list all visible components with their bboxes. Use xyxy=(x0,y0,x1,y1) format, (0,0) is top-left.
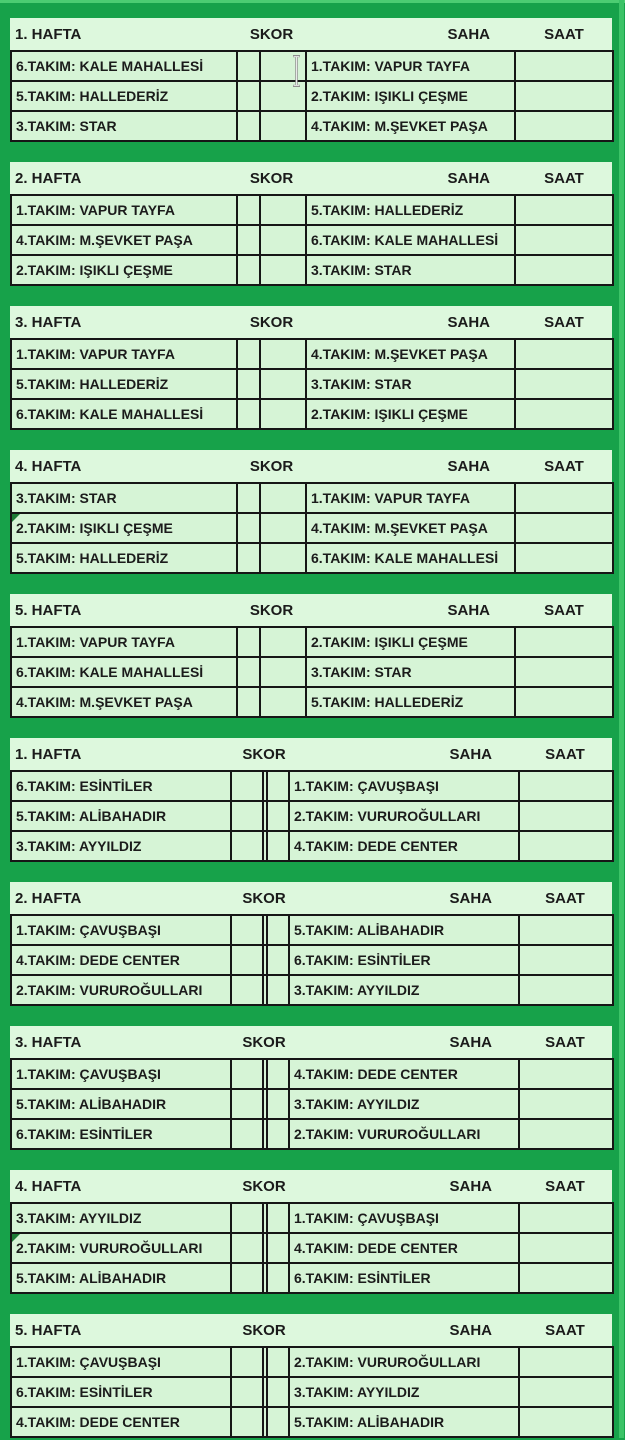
home-team-cell[interactable]: 5.TAKIM: HALLEDERİZ xyxy=(11,81,237,111)
match-row xyxy=(11,51,613,81)
home-score-cell[interactable] xyxy=(237,51,260,81)
away-team-cell[interactable]: 3.TAKIM: STAR xyxy=(306,369,515,399)
away-score-cell[interactable] xyxy=(260,339,306,369)
home-score-cell[interactable] xyxy=(237,399,260,429)
home-score-cell[interactable] xyxy=(231,1203,263,1233)
saat-column-header: SAAT xyxy=(544,601,584,619)
home-team-cell[interactable]: 1.TAKIM: VAPUR TAYFA xyxy=(11,627,237,657)
away-score-cell[interactable] xyxy=(260,195,306,225)
away-score-cell[interactable] xyxy=(267,801,289,831)
match-row xyxy=(11,1203,613,1233)
skor-column-header: SKOR xyxy=(242,889,286,907)
match-row xyxy=(11,1263,613,1293)
saha-column-header: SAHA xyxy=(447,601,490,619)
away-team-cell[interactable]: 1.TAKIM: ÇAVUŞBAŞI xyxy=(289,1203,519,1233)
week-header-label: 2. HAFTA xyxy=(15,169,82,187)
match-row xyxy=(11,1407,613,1437)
away-score-cell[interactable] xyxy=(267,945,289,975)
away-team-cell[interactable]: 6.TAKIM: KALE MAHALLESİ xyxy=(306,225,515,255)
saat-column-header: SAAT xyxy=(544,457,584,475)
home-team-cell[interactable]: 2.TAKIM: VURUROĞULLARI xyxy=(11,1233,231,1263)
match-row xyxy=(11,195,613,225)
away-score-cell[interactable] xyxy=(260,513,306,543)
fixture-grid xyxy=(10,50,614,142)
saat-column-header: SAAT xyxy=(544,25,584,43)
home-score-cell[interactable] xyxy=(231,1377,263,1407)
away-team-cell[interactable]: 5.TAKIM: ALİBAHADIR xyxy=(289,1407,519,1437)
away-team-cell[interactable]: 4.TAKIM: M.ŞEVKET PAŞA xyxy=(306,111,515,141)
saha-column-header: SAHA xyxy=(449,889,492,907)
saat-column-header: SAAT xyxy=(545,1033,585,1051)
home-team-cell[interactable]: 5.TAKIM: ALİBAHADIR xyxy=(11,1263,231,1293)
home-team-cell[interactable]: 6.TAKIM: KALE MAHALLESİ xyxy=(11,657,237,687)
saat-column-header: SAAT xyxy=(544,313,584,331)
away-score-cell[interactable] xyxy=(260,399,306,429)
home-team-cell[interactable]: 6.TAKIM: KALE MAHALLESİ xyxy=(11,51,237,81)
match-time-cell[interactable] xyxy=(519,1203,613,1233)
away-team-cell[interactable]: 3.TAKIM: AYYILDIZ xyxy=(289,1377,519,1407)
match-row xyxy=(11,513,613,543)
away-score-cell[interactable] xyxy=(260,627,306,657)
home-team-cell[interactable]: 6.TAKIM: ESİNTİLER xyxy=(11,1377,231,1407)
home-score-cell[interactable] xyxy=(237,687,260,717)
saat-column-header: SAAT xyxy=(545,889,585,907)
away-team-cell[interactable]: 3.TAKIM: STAR xyxy=(306,255,515,285)
away-team-cell[interactable]: 3.TAKIM: STAR xyxy=(306,657,515,687)
week-block xyxy=(10,1026,612,1150)
match-row xyxy=(11,1377,613,1407)
home-team-cell[interactable]: 3.TAKIM: AYYILDIZ xyxy=(11,831,231,861)
match-time-cell[interactable] xyxy=(515,369,613,399)
skor-column-header: SKOR xyxy=(249,313,294,331)
home-team-cell[interactable]: 5.TAKIM: ALİBAHADIR xyxy=(11,1089,231,1119)
away-team-cell[interactable]: 4.TAKIM: DEDE CENTER xyxy=(289,1059,519,1089)
week-block xyxy=(10,162,612,286)
home-score-cell[interactable] xyxy=(237,225,260,255)
week-header-label: 1. HAFTA xyxy=(15,25,82,43)
match-row xyxy=(11,801,613,831)
saha-column-header: SAHA xyxy=(447,25,490,43)
away-score-cell[interactable] xyxy=(260,225,306,255)
saha-column-header: SAHA xyxy=(449,1033,492,1051)
saha-column-header: SAHA xyxy=(447,457,490,475)
week-block xyxy=(10,306,612,430)
skor-column-header: SKOR xyxy=(249,169,294,187)
saat-column-header: SAAT xyxy=(544,169,584,187)
saat-column-header: SAAT xyxy=(545,745,585,763)
home-score-cell[interactable] xyxy=(237,111,260,141)
away-score-cell[interactable] xyxy=(267,1119,289,1149)
home-team-cell[interactable]: 6.TAKIM: ESİNTİLER xyxy=(11,1119,231,1149)
home-score-cell[interactable] xyxy=(231,975,263,1005)
match-row xyxy=(11,369,613,399)
match-time-cell[interactable] xyxy=(515,543,613,573)
away-team-cell[interactable]: 2.TAKIM: VURUROĞULLARI xyxy=(289,801,519,831)
week-block xyxy=(10,882,612,1006)
home-team-cell[interactable]: 4.TAKIM: DEDE CENTER xyxy=(11,945,231,975)
away-score-cell[interactable] xyxy=(260,657,306,687)
week-block-header xyxy=(10,162,612,194)
saha-column-header: SAHA xyxy=(449,745,492,763)
cell-corner-marker-icon xyxy=(12,514,20,522)
cell-corner-marker-icon xyxy=(12,1234,20,1242)
home-score-cell[interactable] xyxy=(231,945,263,975)
away-team-cell[interactable]: 2.TAKIM: VURUROĞULLARI xyxy=(289,1119,519,1149)
home-score-cell[interactable] xyxy=(231,1119,263,1149)
away-team-cell[interactable]: 2.TAKIM: IŞIKLI ÇEŞME xyxy=(306,399,515,429)
away-team-cell[interactable]: 1.TAKIM: VAPUR TAYFA xyxy=(306,51,515,81)
away-team-cell[interactable]: 1.TAKIM: VAPUR TAYFA xyxy=(306,483,515,513)
fixture-grid xyxy=(10,338,614,430)
home-team-cell[interactable]: 5.TAKIM: ALİBAHADIR xyxy=(11,801,231,831)
match-time-cell[interactable] xyxy=(515,195,613,225)
home-score-cell[interactable] xyxy=(237,339,260,369)
away-score-cell[interactable] xyxy=(267,1059,289,1089)
away-score-cell[interactable] xyxy=(260,369,306,399)
home-team-cell[interactable]: 1.TAKIM: ÇAVUŞBAŞI xyxy=(11,1347,231,1377)
home-score-cell[interactable] xyxy=(231,1263,263,1293)
fixture-blocks-container xyxy=(10,18,612,1440)
away-team-cell[interactable]: 2.TAKIM: IŞIKLI ÇEŞME xyxy=(306,81,515,111)
match-time-cell[interactable] xyxy=(515,687,613,717)
match-time-cell[interactable] xyxy=(519,801,613,831)
match-row xyxy=(11,1059,613,1089)
away-score-cell[interactable] xyxy=(267,1203,289,1233)
saha-column-header: SAHA xyxy=(447,169,490,187)
match-row xyxy=(11,399,613,429)
saat-column-header: SAAT xyxy=(545,1177,585,1195)
saat-column-header: SAAT xyxy=(545,1321,585,1339)
home-team-cell[interactable]: 2.TAKIM: VURUROĞULLARI xyxy=(11,975,231,1005)
home-score-cell[interactable] xyxy=(231,1089,263,1119)
saha-column-header: SAHA xyxy=(449,1321,492,1339)
saha-column-header: SAHA xyxy=(449,1177,492,1195)
home-score-cell[interactable] xyxy=(237,513,260,543)
away-score-cell[interactable] xyxy=(267,915,289,945)
match-row xyxy=(11,657,613,687)
saha-column-header: SAHA xyxy=(447,313,490,331)
home-score-cell[interactable] xyxy=(231,1233,263,1263)
match-time-cell[interactable] xyxy=(519,831,613,861)
match-time-cell[interactable] xyxy=(515,51,613,81)
week-block-header xyxy=(10,1314,612,1346)
home-score-cell[interactable] xyxy=(231,771,263,801)
home-score-cell[interactable] xyxy=(237,369,260,399)
home-team-cell[interactable]: 3.TAKIM: STAR xyxy=(11,483,237,513)
fixture-grid xyxy=(10,482,614,574)
match-time-cell[interactable] xyxy=(519,1233,613,1263)
week-block xyxy=(10,450,612,574)
home-team-cell[interactable]: 4.TAKIM: M.ŞEVKET PAŞA xyxy=(11,225,237,255)
home-score-cell[interactable] xyxy=(231,1059,263,1089)
match-time-cell[interactable] xyxy=(515,513,613,543)
home-score-cell[interactable] xyxy=(231,1347,263,1377)
match-time-cell[interactable] xyxy=(515,483,613,513)
home-score-cell[interactable] xyxy=(237,657,260,687)
fixture-grid xyxy=(10,770,614,862)
text-cursor-icon xyxy=(291,55,302,87)
match-time-cell[interactable] xyxy=(519,1263,613,1293)
away-score-cell[interactable] xyxy=(260,543,306,573)
match-time-cell[interactable] xyxy=(515,657,613,687)
match-row xyxy=(11,81,613,111)
away-score-cell[interactable] xyxy=(267,1233,289,1263)
home-team-cell[interactable]: 1.TAKIM: ÇAVUŞBAŞI xyxy=(11,915,231,945)
match-row xyxy=(11,1119,613,1149)
away-score-cell[interactable] xyxy=(267,771,289,801)
week-header-label: 3. HAFTA xyxy=(15,1033,82,1051)
home-score-cell[interactable] xyxy=(231,801,263,831)
match-time-cell[interactable] xyxy=(519,915,613,945)
match-row xyxy=(11,1347,613,1377)
week-block-header xyxy=(10,1170,612,1202)
home-team-cell[interactable]: 2.TAKIM: IŞIKLI ÇEŞME xyxy=(11,255,237,285)
home-score-cell[interactable] xyxy=(237,627,260,657)
away-score-cell[interactable] xyxy=(267,975,289,1005)
away-team-cell[interactable]: 6.TAKIM: ESİNTİLER xyxy=(289,945,519,975)
skor-column-header: SKOR xyxy=(242,1321,286,1339)
home-score-cell[interactable] xyxy=(231,831,263,861)
fixture-grid xyxy=(10,194,614,286)
away-team-cell[interactable]: 4.TAKIM: M.ŞEVKET PAŞA xyxy=(306,513,515,543)
away-score-cell[interactable] xyxy=(260,687,306,717)
away-team-cell[interactable]: 4.TAKIM: DEDE CENTER xyxy=(289,831,519,861)
home-team-cell[interactable]: 5.TAKIM: HALLEDERİZ xyxy=(11,543,237,573)
week-block-header xyxy=(10,1026,612,1058)
match-time-cell[interactable] xyxy=(519,1377,613,1407)
skor-column-header: SKOR xyxy=(249,601,294,619)
match-row xyxy=(11,915,613,945)
home-team-cell[interactable]: 1.TAKIM: ÇAVUŞBAŞI xyxy=(11,1059,231,1089)
match-row xyxy=(11,225,613,255)
home-score-cell[interactable] xyxy=(237,81,260,111)
away-team-cell[interactable]: 2.TAKIM: IŞIKLI ÇEŞME xyxy=(306,627,515,657)
home-team-cell[interactable]: 5.TAKIM: HALLEDERİZ xyxy=(11,369,237,399)
match-time-cell[interactable] xyxy=(519,975,613,1005)
week-block-header xyxy=(10,18,612,50)
fixture-grid xyxy=(10,914,614,1006)
week-header-label: 2. HAFTA xyxy=(15,889,82,907)
away-team-cell[interactable]: 4.TAKIM: M.ŞEVKET PAŞA xyxy=(306,339,515,369)
home-team-cell[interactable]: 4.TAKIM: M.ŞEVKET PAŞA xyxy=(11,687,237,717)
home-team-cell[interactable]: 1.TAKIM: VAPUR TAYFA xyxy=(11,195,237,225)
fixture-grid xyxy=(10,1346,614,1438)
match-row xyxy=(11,831,613,861)
week-header-label: 5. HAFTA xyxy=(15,1321,82,1339)
week-header-label: 1. HAFTA xyxy=(15,745,82,763)
away-score-cell[interactable] xyxy=(267,831,289,861)
fixture-grid xyxy=(10,626,614,718)
skor-column-header: SKOR xyxy=(242,1033,286,1051)
match-time-cell[interactable] xyxy=(515,225,613,255)
week-block xyxy=(10,1170,612,1294)
match-time-cell[interactable] xyxy=(519,1119,613,1149)
match-row xyxy=(11,1233,613,1263)
week-block xyxy=(10,738,612,862)
home-score-cell[interactable] xyxy=(231,1407,263,1437)
away-score-cell[interactable] xyxy=(267,1347,289,1377)
week-header-label: 4. HAFTA xyxy=(15,1177,82,1195)
home-team-cell[interactable]: 6.TAKIM: ESİNTİLER xyxy=(11,771,231,801)
week-block-header xyxy=(10,738,612,770)
skor-column-header: SKOR xyxy=(249,457,294,475)
match-time-cell[interactable] xyxy=(515,339,613,369)
away-score-cell[interactable] xyxy=(267,1377,289,1407)
week-block xyxy=(10,594,612,718)
home-score-cell[interactable] xyxy=(237,483,260,513)
away-team-cell[interactable]: 5.TAKIM: ALİBAHADIR xyxy=(289,915,519,945)
away-score-cell[interactable] xyxy=(260,255,306,285)
away-score-cell[interactable] xyxy=(260,111,306,141)
away-team-cell[interactable]: 3.TAKIM: AYYILDIZ xyxy=(289,1089,519,1119)
week-header-label: 3. HAFTA xyxy=(15,313,82,331)
away-score-cell[interactable] xyxy=(260,483,306,513)
away-team-cell[interactable]: 1.TAKIM: ÇAVUŞBAŞI xyxy=(289,771,519,801)
backdrop-right-highlight xyxy=(619,0,624,1438)
home-score-cell[interactable] xyxy=(231,915,263,945)
match-row xyxy=(11,255,613,285)
week-block xyxy=(10,18,612,142)
week-block-header xyxy=(10,306,612,338)
week-block xyxy=(10,1314,612,1438)
home-team-cell[interactable]: 1.TAKIM: VAPUR TAYFA xyxy=(11,339,237,369)
skor-column-header: SKOR xyxy=(242,1177,286,1195)
away-team-cell[interactable]: 4.TAKIM: DEDE CENTER xyxy=(289,1233,519,1263)
skor-column-header: SKOR xyxy=(242,745,286,763)
match-row xyxy=(11,687,613,717)
home-team-cell[interactable]: 4.TAKIM: DEDE CENTER xyxy=(11,1407,231,1437)
home-team-cell[interactable]: 3.TAKIM: STAR xyxy=(11,111,237,141)
skor-column-header: SKOR xyxy=(249,25,294,43)
match-row xyxy=(11,627,613,657)
match-time-cell[interactable] xyxy=(519,771,613,801)
match-time-cell[interactable] xyxy=(515,627,613,657)
away-team-cell[interactable]: 6.TAKIM: ESİNTİLER xyxy=(289,1263,519,1293)
away-score-cell[interactable] xyxy=(267,1407,289,1437)
home-score-cell[interactable] xyxy=(237,543,260,573)
week-header-label: 5. HAFTA xyxy=(15,601,82,619)
backdrop-top-highlight xyxy=(0,0,625,3)
match-row xyxy=(11,1089,613,1119)
match-time-cell[interactable] xyxy=(515,399,613,429)
match-time-cell[interactable] xyxy=(519,1059,613,1089)
fixture-grid xyxy=(10,1058,614,1150)
match-row xyxy=(11,975,613,1005)
match-time-cell[interactable] xyxy=(519,1407,613,1437)
away-score-cell[interactable] xyxy=(267,1089,289,1119)
match-time-cell[interactable] xyxy=(519,1089,613,1119)
away-score-cell[interactable] xyxy=(267,1263,289,1293)
match-row xyxy=(11,945,613,975)
away-team-cell[interactable]: 5.TAKIM: HALLEDERİZ xyxy=(306,195,515,225)
away-team-cell[interactable]: 3.TAKIM: AYYILDIZ xyxy=(289,975,519,1005)
match-row xyxy=(11,543,613,573)
home-score-cell[interactable] xyxy=(237,195,260,225)
match-time-cell[interactable] xyxy=(519,945,613,975)
home-team-cell[interactable]: 2.TAKIM: IŞIKLI ÇEŞME xyxy=(11,513,237,543)
match-row xyxy=(11,771,613,801)
match-time-cell[interactable] xyxy=(515,255,613,285)
match-row xyxy=(11,339,613,369)
match-time-cell[interactable] xyxy=(515,111,613,141)
match-time-cell[interactable] xyxy=(519,1347,613,1377)
week-block-header xyxy=(10,882,612,914)
home-score-cell[interactable] xyxy=(237,255,260,285)
match-time-cell[interactable] xyxy=(515,81,613,111)
week-block-header xyxy=(10,450,612,482)
match-row xyxy=(11,111,613,141)
week-header-label: 4. HAFTA xyxy=(15,457,82,475)
away-team-cell[interactable]: 5.TAKIM: HALLEDERİZ xyxy=(306,687,515,717)
match-row xyxy=(11,483,613,513)
away-team-cell[interactable]: 6.TAKIM: KALE MAHALLESİ xyxy=(306,543,515,573)
home-team-cell[interactable]: 3.TAKIM: AYYILDIZ xyxy=(11,1203,231,1233)
week-block-header xyxy=(10,594,612,626)
home-team-cell[interactable]: 6.TAKIM: KALE MAHALLESİ xyxy=(11,399,237,429)
fixture-grid xyxy=(10,1202,614,1294)
away-team-cell[interactable]: 2.TAKIM: VURUROĞULLARI xyxy=(289,1347,519,1377)
